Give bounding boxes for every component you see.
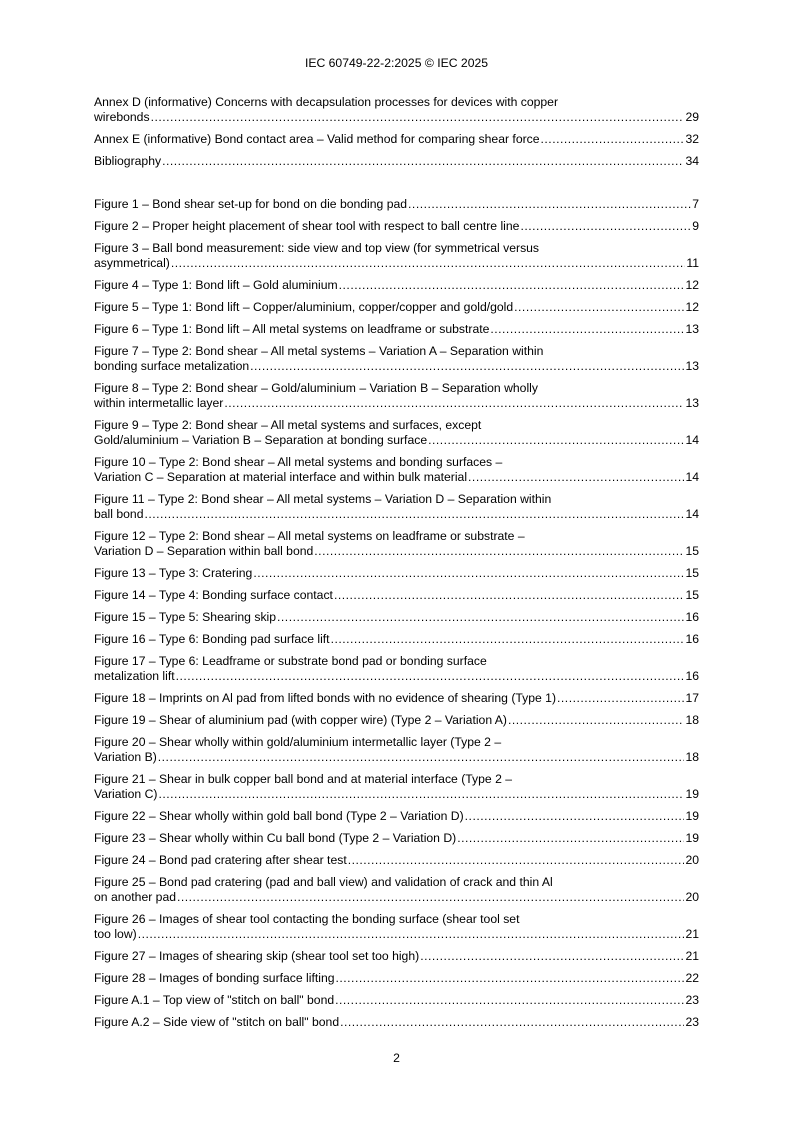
dot-leader: [277, 610, 684, 625]
figure-list: [94, 197, 699, 1030]
toc-entry-title-line: Figure 3 – Ball bond measurement: side view and top view (for symmetrical versus: [94, 241, 540, 255]
toc-entry-page: 19: [685, 809, 699, 823]
toc-entry-title-line: Figure 22 – Shear wholly within gold ball bond (Type 2 – Variation D): [94, 809, 464, 823]
toc-entry[interactable]: [94, 566, 699, 581]
dot-leader: [151, 110, 685, 125]
dot-leader: [468, 470, 684, 485]
toc-entry[interactable]: [94, 588, 699, 603]
dot-leader: [158, 787, 684, 802]
toc-entry-last-line: [94, 691, 699, 706]
dot-leader: [331, 632, 685, 647]
toc-entry[interactable]: [94, 154, 699, 169]
toc-entry-last-line: [94, 890, 699, 905]
toc-entry-page: 32: [685, 132, 699, 146]
toc-entry-title-line: Figure A.1 – Top view of "stitch on ball" bond: [94, 993, 335, 1007]
toc-entry[interactable]: [94, 455, 699, 485]
toc-entry[interactable]: [94, 132, 699, 147]
dot-leader: [508, 713, 684, 728]
toc-entry-last-line: [94, 110, 699, 125]
toc-entry-title-line: Figure 14 – Type 4: Bonding surface contact: [94, 588, 333, 602]
toc-entry-page: 13: [685, 322, 699, 336]
dot-leader: [457, 831, 684, 846]
dot-leader: [224, 396, 684, 411]
dot-leader: [336, 971, 685, 986]
toc-entry-title-line: Figure 5 – Type 1: Bond lift – Copper/aluminium, copper/copper and gold/gold: [94, 300, 514, 314]
toc-entry-last-line: [94, 750, 699, 765]
toc-entry-title-line: Figure 23 – Shear wholly within Cu ball bond (Type 2 – Variation D): [94, 831, 457, 845]
toc-entry-last-line: [94, 809, 699, 824]
toc-entry-title-line: metalization lift: [94, 669, 175, 683]
toc-entry-last-line: [94, 322, 699, 337]
toc-entry-title-line: Figure 27 – Images of shearing skip (shear tool set too high): [94, 949, 420, 963]
toc-entry-page: 19: [685, 787, 699, 801]
dot-leader: [340, 1015, 684, 1030]
toc-entry-page: 14: [685, 433, 699, 447]
toc-entry-page: 34: [685, 154, 699, 168]
toc-entry-last-line: [94, 787, 699, 802]
toc-entry-title-line: on another pad: [94, 890, 176, 904]
toc-entry-title-line: Variation C): [94, 787, 158, 801]
toc-entry-title-line: bonding surface metalization: [94, 359, 250, 373]
toc-entry-page: 23: [685, 1015, 699, 1029]
toc-entry-page: 16: [685, 610, 699, 624]
toc-entry-last-line: [94, 278, 699, 293]
toc-entry[interactable]: [94, 197, 699, 212]
toc-entry-title-line: Figure 2 – Proper height placement of shear tool with respect to ball centre line: [94, 219, 520, 233]
toc-entry-page: 23: [685, 993, 699, 1007]
toc-entry-title-line: Figure 17 – Type 6: Leadframe or substrate bond pad or bonding surface: [94, 654, 487, 668]
dot-leader: [144, 507, 684, 522]
toc-entry-page: 16: [685, 632, 699, 646]
toc-entry-last-line: [94, 927, 699, 942]
toc-entry-page: 9: [692, 219, 699, 233]
toc-entry-page: 14: [685, 470, 699, 484]
toc-entry-last-line: [94, 993, 699, 1008]
dot-leader: [334, 588, 685, 603]
toc-entry-title-line: too low): [94, 927, 137, 941]
page-header: IEC 60749-22-2:2025 © IEC 2025: [304, 56, 489, 70]
page-number: 2: [393, 1051, 400, 1065]
toc-entry[interactable]: [94, 971, 699, 986]
toc-entry-last-line: [94, 1015, 699, 1030]
annex-list: [94, 95, 699, 169]
toc-entry[interactable]: [94, 632, 699, 647]
toc-entry-last-line: [94, 971, 699, 986]
toc-entry[interactable]: [94, 381, 699, 411]
dot-leader: [138, 927, 685, 942]
toc-entry-title-line: Bibliography: [94, 154, 162, 168]
toc-entry-page: 13: [685, 396, 699, 410]
toc-entry[interactable]: [94, 529, 699, 559]
toc-entry-title-line: asymmetrical): [94, 256, 170, 270]
toc-entry[interactable]: [94, 418, 699, 448]
toc-entry-last-line: [94, 396, 699, 411]
toc-entry-page: 14: [685, 507, 699, 521]
toc-entry-title-line: Annex E (informative) Bond contact area – Valid method for comparing shear force: [94, 132, 540, 146]
toc-entry-title-line: within intermetallic layer: [94, 396, 224, 410]
toc-entry-page: 29: [685, 110, 699, 124]
dot-leader: [490, 322, 684, 337]
dot-leader: [253, 566, 684, 581]
toc-entry-last-line: [94, 154, 699, 169]
toc-entry-page: 18: [685, 750, 699, 764]
dot-leader: [171, 256, 686, 271]
toc-entry-last-line: [94, 433, 699, 448]
dot-leader: [314, 544, 684, 559]
toc-entry[interactable]: [94, 610, 699, 625]
toc-entry-page: 18: [685, 713, 699, 727]
toc-entry-last-line: [94, 669, 699, 684]
toc-entry-last-line: [94, 470, 699, 485]
toc-entry-last-line: [94, 949, 699, 964]
dot-leader: [514, 300, 684, 315]
toc-entry-title-line: ball bond: [94, 507, 144, 521]
toc-entry-title-line: Figure A.2 – Side view of "stitch on ball" bond: [94, 1015, 340, 1029]
toc-entry-last-line: [94, 219, 699, 234]
toc-entry[interactable]: [94, 344, 699, 374]
toc-entry-title-line: Figure 11 – Type 2: Bond shear – All metal systems – Variation D – Separation within: [94, 492, 552, 506]
toc-entry[interactable]: [94, 691, 699, 706]
toc-entry-title-line: Figure 10 – Type 2: Bond shear – All metal systems and bonding surfaces –: [94, 455, 503, 469]
toc-entry-title-line: Figure 19 – Shear of aluminium pad (with copper wire) (Type 2 – Variation A): [94, 713, 507, 727]
dot-leader: [177, 890, 684, 905]
dot-leader: [176, 669, 685, 684]
toc-entry-last-line: [94, 359, 699, 374]
toc-entry[interactable]: [94, 735, 699, 765]
toc-entry-page: 21: [685, 927, 699, 941]
toc-entry-last-line: [94, 197, 699, 212]
toc-entry-title-line: Figure 8 – Type 2: Bond shear – Gold/aluminium – Variation B – Separation wholly: [94, 381, 538, 395]
toc-entry-title-line: Figure 28 – Images of bonding surface lifting: [94, 971, 335, 985]
toc-entry-title-line: Figure 6 – Type 1: Bond lift – All metal systems on leadframe or substrate: [94, 322, 490, 336]
toc-entry[interactable]: [94, 949, 699, 964]
toc-entry[interactable]: [94, 772, 699, 802]
dot-leader: [162, 154, 684, 169]
toc-entry[interactable]: [94, 654, 699, 684]
toc-entry-page: 20: [685, 853, 699, 867]
dot-leader: [335, 993, 684, 1008]
toc-entry-title-line: Figure 1 – Bond shear set-up for bond on die bonding pad: [94, 197, 408, 211]
toc-entry-last-line: [94, 831, 699, 846]
toc-entry[interactable]: [94, 809, 699, 824]
dot-leader: [339, 278, 685, 293]
toc-entry-title-line: Figure 21 – Shear in bulk copper ball bond and at material interface (Type 2 –: [94, 772, 513, 786]
toc-entry-title-line: Variation C – Separation at material interface and within bulk material: [94, 470, 468, 484]
toc-entry-title-line: Figure 7 – Type 2: Bond shear – All metal systems – Variation A – Separation within: [94, 344, 544, 358]
toc-entry[interactable]: [94, 875, 699, 905]
toc-entry-title-line: Gold/aluminium – Variation B – Separation at bonding surface: [94, 433, 428, 447]
toc-entry-page: 12: [685, 278, 699, 292]
toc-entry[interactable]: [94, 1015, 699, 1030]
toc-entry[interactable]: [94, 219, 699, 234]
toc-entry-page: 19: [685, 831, 699, 845]
toc-entry[interactable]: [94, 241, 699, 271]
toc-entry[interactable]: [94, 278, 699, 293]
toc-entry[interactable]: [94, 853, 699, 868]
toc-entry-last-line: [94, 507, 699, 522]
toc-entry-page: 21: [685, 949, 699, 963]
toc-entry-title-line: Figure 24 – Bond pad cratering after shear test: [94, 853, 347, 867]
toc-entry-last-line: [94, 713, 699, 728]
toc-entry[interactable]: [94, 300, 699, 315]
dot-leader: [250, 359, 684, 374]
dot-leader: [520, 219, 691, 234]
toc-entry[interactable]: [94, 993, 699, 1008]
toc-entry-title-line: Figure 20 – Shear wholly within gold/aluminium intermetallic layer (Type 2 –: [94, 735, 502, 749]
toc-entry-last-line: [94, 132, 699, 147]
toc-entry-page: 22: [685, 971, 699, 985]
toc-entry-page: 7: [692, 197, 699, 211]
toc-entry-title-line: Figure 13 – Type 3: Cratering: [94, 566, 253, 580]
toc-entry-last-line: [94, 544, 699, 559]
toc-entry-title-line: wirebonds: [94, 110, 150, 124]
toc-entry-last-line: [94, 256, 699, 271]
toc-entry[interactable]: [94, 713, 699, 728]
toc-entry-title-line: Figure 15 – Type 5: Shearing skip: [94, 610, 277, 624]
dot-leader: [428, 433, 684, 448]
dot-leader: [465, 809, 685, 824]
dot-leader: [420, 949, 684, 964]
toc-entry-last-line: [94, 566, 699, 581]
toc-entry-last-line: [94, 588, 699, 603]
section-gap: [94, 176, 699, 197]
toc-entry[interactable]: [94, 912, 699, 942]
toc-entry-last-line: [94, 300, 699, 315]
toc-entry[interactable]: [94, 95, 699, 125]
toc-entry[interactable]: [94, 492, 699, 522]
toc-entry-title-line: Variation D – Separation within ball bond: [94, 544, 314, 558]
toc-entry-page: 13: [685, 359, 699, 373]
dot-leader: [408, 197, 691, 212]
toc-entry-page: 17: [685, 691, 699, 705]
toc-entry[interactable]: [94, 322, 699, 337]
toc-entry-title-line: Figure 4 – Type 1: Bond lift – Gold aluminium: [94, 278, 338, 292]
toc-entry[interactable]: [94, 831, 699, 846]
toc-entry-page: 11: [686, 256, 699, 270]
toc-entry-title-line: Variation B): [94, 750, 157, 764]
toc-entry-title-line: Figure 12 – Type 2: Bond shear – All metal systems on leadframe or substrate –: [94, 529, 525, 543]
dot-leader: [557, 691, 684, 706]
toc-entry-title-line: Figure 25 – Bond pad cratering (pad and ball view) and validation of crack and thin Al: [94, 875, 553, 889]
dot-leader: [541, 132, 685, 147]
table-of-contents: [94, 95, 699, 1037]
toc-entry-page: 15: [685, 544, 699, 558]
toc-entry-page: 15: [685, 566, 699, 580]
toc-entry-page: 15: [685, 588, 699, 602]
dot-leader: [158, 750, 685, 765]
toc-entry-title-line: Figure 18 – Imprints on Al pad from lifted bonds with no evidence of shearing (Type 1): [94, 691, 557, 705]
toc-entry-title-line: Figure 9 – Type 2: Bond shear – All metal systems and surfaces, except: [94, 418, 482, 432]
toc-entry-last-line: [94, 853, 699, 868]
toc-entry-title-line: Figure 26 – Images of shear tool contacting the bonding surface (shear tool set: [94, 912, 520, 926]
dot-leader: [348, 853, 685, 868]
toc-entry-title-line: Annex D (informative) Concerns with decapsulation processes for devices with copper: [94, 95, 559, 109]
toc-entry-page: 16: [685, 669, 699, 683]
toc-entry-page: 20: [685, 890, 699, 904]
toc-entry-title-line: Figure 16 – Type 6: Bonding pad surface lift: [94, 632, 330, 646]
toc-entry-page: 12: [685, 300, 699, 314]
toc-entry-last-line: [94, 610, 699, 625]
toc-entry-last-line: [94, 632, 699, 647]
